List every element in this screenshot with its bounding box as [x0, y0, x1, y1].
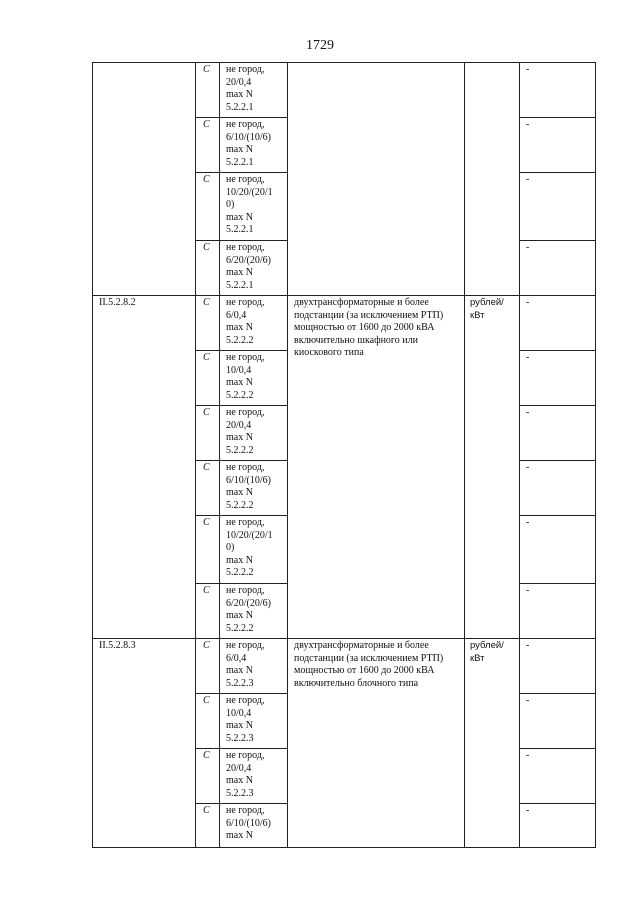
object-cell: не город, 20/0,4 max N 5.2.2.3 — [220, 749, 288, 804]
description-cell: двухтрансформаторные и более подстанции (за исключением РТП) мощностью от 1600 до 2000 кВА включительно блочного типа — [288, 639, 465, 848]
letter-cell: C — [196, 63, 220, 118]
letter-cell: C — [196, 694, 220, 749]
value-cell: - — [520, 804, 596, 848]
value-cell: - — [520, 584, 596, 639]
object-cell: не город, 6/0,4 max N 5.2.2.3 — [220, 639, 288, 694]
object-cell: не город, 6/20/(20/6) max N 5.2.2.1 — [220, 241, 288, 296]
object-cell: не город, 10/0,4 max N 5.2.2.2 — [220, 351, 288, 406]
description-cell: двухтрансформаторные и более подстанции (за исключением РТП) мощностью от 1600 до 2000 кВА включительно шкафного или киоскового типа — [288, 296, 465, 639]
object-cell: не город, 6/10/(10/6) max N 5.2.2.2 — [220, 461, 288, 516]
unit-cell — [465, 63, 520, 296]
code-cell: II.5.2.8.2 — [93, 296, 196, 639]
letter-cell: C — [196, 118, 220, 173]
unit-cell: рублей/ кВт — [465, 296, 520, 639]
table-row — [93, 639, 596, 694]
table-row — [93, 296, 596, 351]
value-cell: - — [520, 351, 596, 406]
letter-cell: C — [196, 173, 220, 241]
letter-cell: C — [196, 804, 220, 848]
object-cell: не город, 6/10/(10/6) max N 5.2.2.1 — [220, 118, 288, 173]
value-cell: - — [520, 63, 596, 118]
object-cell: не город, 10/20/(20/1 0) max N 5.2.2.2 — [220, 516, 288, 584]
unit-cell: рублей/ кВт — [465, 639, 520, 848]
table-body — [93, 63, 596, 848]
letter-cell: C — [196, 406, 220, 461]
value-cell: - — [520, 694, 596, 749]
value-cell: - — [520, 118, 596, 173]
object-cell: не город, 20/0,4 max N 5.2.2.1 — [220, 63, 288, 118]
value-cell: - — [520, 173, 596, 241]
code-cell — [93, 63, 196, 296]
description-cell — [288, 63, 465, 296]
letter-cell: C — [196, 584, 220, 639]
table-row — [93, 63, 596, 118]
letter-cell: C — [196, 639, 220, 694]
letter-cell: C — [196, 241, 220, 296]
value-cell: - — [520, 516, 596, 584]
value-cell: - — [520, 749, 596, 804]
value-cell: - — [520, 639, 596, 694]
letter-cell: C — [196, 461, 220, 516]
object-cell: не город, 6/0,4 max N 5.2.2.2 — [220, 296, 288, 351]
letter-cell: C — [196, 749, 220, 804]
tariff-table — [92, 62, 596, 848]
code-cell: II.5.2.8.3 — [93, 639, 196, 848]
object-cell: не город, 10/20/(20/1 0) max N 5.2.2.1 — [220, 173, 288, 241]
object-cell: не город, 6/20/(20/6) max N 5.2.2.2 — [220, 584, 288, 639]
object-cell: не город, 20/0,4 max N 5.2.2.2 — [220, 406, 288, 461]
page-number: 1729 — [306, 38, 334, 53]
letter-cell: C — [196, 516, 220, 584]
value-cell: - — [520, 406, 596, 461]
object-cell: не город, 6/10/(10/6) max N — [220, 804, 288, 848]
value-cell: - — [520, 241, 596, 296]
value-cell: - — [520, 461, 596, 516]
letter-cell: C — [196, 296, 220, 351]
letter-cell: C — [196, 351, 220, 406]
value-cell: - — [520, 296, 596, 351]
object-cell: не город, 10/0,4 max N 5.2.2.3 — [220, 694, 288, 749]
